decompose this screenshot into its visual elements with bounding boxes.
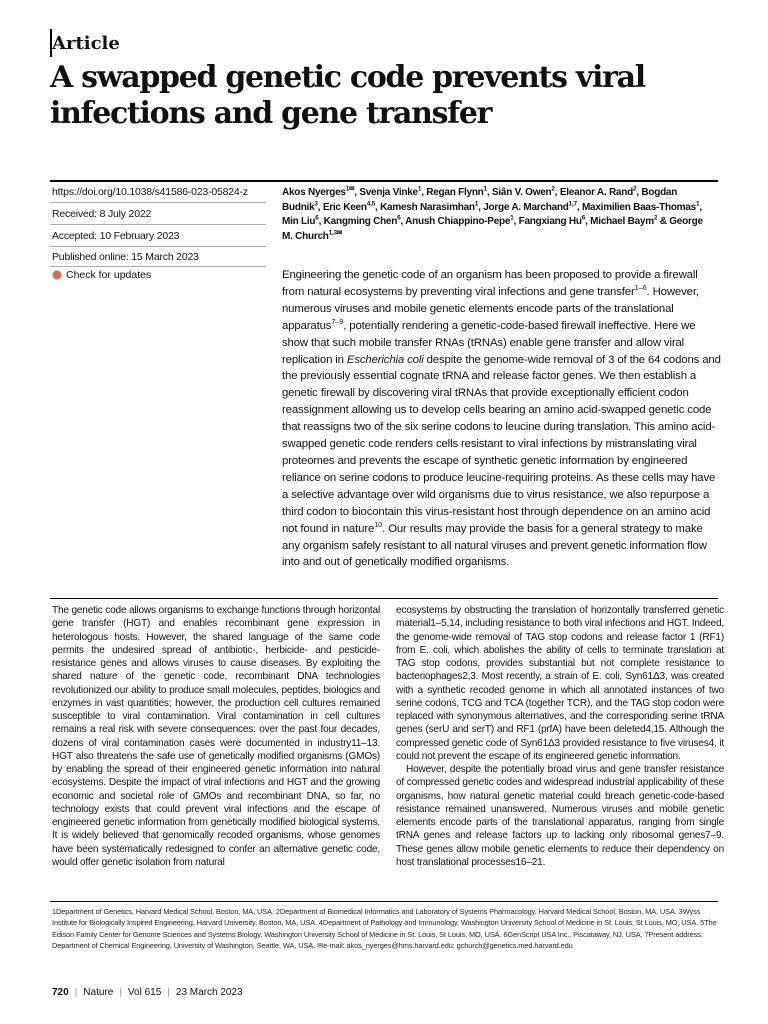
footnote-rule [50, 901, 718, 902]
meta-divider [50, 266, 266, 267]
affiliations: 1Department of Genetics, Harvard Medical School, Boston, MA, USA. 2Department of Biomedical Informatics and Laboratory of Systems Pharmacology, Harvard Medical School, Boston, MA, USA. 3Wyss Institute for Biologically Inspired Engineering, Harvard University, Boston, MA, USA. 4Department of Pathology and Immunology, Washington University School of Medicine in St. Louis, St Louis, MO, USA. 5The Edison Family Center for Genome Sciences and Systems Biology, Washington University School of Medicine in St. Louis, St Louis, MO, USA. 6GenScript USA Inc., Piscataway, NJ, USA. 7Present address: Department of Chemical Engineering, University of Washington, Seattle, WA, USA. ✉e-mail: akos_nyerges@hms.harvard.edu; gchurch@genetics.med.harvard.edu [52, 907, 717, 950]
article-type-label: Article [52, 33, 120, 54]
abstract-rendered: Engineering the genetic code of an organism has been proposed to provide a firewall from natural ecosystems by preventing viral infections and gene transfer$^{1-6}$. However, numerous viruses and mobile genetic elements encode parts of the translational apparatus$^{7-9}$, potentially rendering a genetic-code-based firewall ineffective. Here we show that such mobile transfer RNAs (tRNAs) enable gene transfer and allow viral replication in Escherichia coli despite the genome-wide removal of 3 of the 64 codons and the previously essential cognate tRNA and release factor genes. We then establish a genetic firewall by discovering viral tRNAs that provide exceptionally efficient codon reassignment allowing us to develop cells bearing an amino acid-swapped genetic code that reassigns two of the six serine codons to leucine during translation. This amino acid-swapped genetic code renders cells resistant to viral infections by mistranslating viral proteomes and prevents the escape of synthetic genetic information by engineered reliance on serine codons to produce leucine-requiring proteins. As these cells may have a selective advantage over wild organisms due to virus resistance, we also repurpose a third codon to biocontain this virus-resistant host through dependence on an amino acid not found in nature$^{10}$. Our results may provide the basis for a general strategy to make any organism safely resistant to all natural viruses and prevent genetic information flow into and out of genetically modified organisms. [282, 269, 721, 569]
received-date: Received: 8 July 2022 [52, 208, 152, 220]
footer-separator: | [167, 987, 170, 998]
article-title: A swapped genetic code prevents viral infections and gene transfer [50, 60, 645, 131]
check-updates-icon [52, 270, 62, 280]
published-date: Published online: 15 March 2023 [52, 251, 199, 263]
body-column-right [396, 604, 724, 869]
journal-name: Nature [83, 987, 114, 998]
author-list [282, 186, 712, 244]
page-footer [52, 987, 243, 998]
doi-link[interactable]: https://doi.org/10.1038/s41586-023-05824-z [52, 186, 248, 198]
meta-divider [50, 224, 266, 225]
meta-divider [50, 202, 266, 203]
footer-separator: | [74, 987, 78, 998]
body-paragraph: The genetic code allows organisms to exchange functions through horizontal gene transfer (HGT) and enables recombinant gene expression in heterologous hosts. However, the shared language of the same code permits the undesired spread of antibiotic-, herbicide- and pesticide-resistance genes and allows viruses to cause diseases. By exploiting the shared nature of the genetic code, recombinant DNA technologies revolutionized our ability to produce small molecules, peptides, biologics and enzymes in vast quantities; however, the production cell cultures remained susceptible to viral contamination. Viral contamination in cell cultures remains a real risk with severe consequences: over the past four decades, dozens of viral contamination cases were documented in industry11–13. HGT also threatens the safe use of genetically modified organisms (GMOs) by enabling the spread of their engineered genetic information into natural ecosystems. Despite the impact of viral infections and HGT and the growing economic and societal role of GMOs and recombinant DNA, so far, no technology exists that could prevent viral infections and the escape of engineered genetic information from genetically modified biological systems. It is widely believed that genomically recoded organisms, whose genomes have been systematically redesigned to confer an alternative genetic code, would offer genetic isolation from natural [52, 605, 380, 868]
meta-divider [50, 246, 266, 247]
body-paragraph: ecosystems by obstructing the translation of horizontally transferred genetic material1–5,14, including resistance to both viral infections and HGT. Indeed, the genome-wide removal of TAG stop codons and release factor 1 (RF1) from E. coli, which abolishes the ability of cells to terminate translation at TAG stop codons, provides substantial but not complete resistance to bacteriophages2,3. Most recently, a strain of E. coli, Syn61Δ3, was created with a synthetic recoded genome in which all annotated instances of two serine codons, TCG and TCA (together TCR), and the TAG stop codon were replaced with synonymous alternatives, and the corresponding serine tRNA genes (serU and serT) and RF1 (prfA) have been deleted4,15. Although the compressed genetic code of Syn61Δ3 provided resistance to five viruses4, it could not prevent the escape of its engineered genetic information. [396, 605, 724, 762]
check-for-updates-button[interactable] [52, 269, 151, 281]
abstract [282, 267, 722, 571]
page-number: 720 [52, 987, 69, 998]
body-column-left [52, 604, 380, 869]
accepted-date: Accepted: 10 February 2023 [52, 230, 180, 242]
title-rule [50, 180, 718, 182]
author-list-rendered: Akos Nyerges$^{1✉}$, Svenja Vinke$^1$, Regan Flynn$^1$, Siân V. Owen$^2$, Eleanor A. Rand$^2$, Bogdan Budnik$^3$, Eric Keen$^{4,5}$, Kamesh Narasimhan$^1$, Jorge A. Marchand$^{1,7}$, Maximilien Baas-Thomas$^1$, Min Liu$^6$, Kangming Chen$^6$, Anush Chiappino-Pepe$^1$, Fangxiang Hu$^6$, Michael Baym$^2$ & George M. Church$^{1,3✉}$ [282, 185, 703, 242]
issue-date: 23 March 2023 [175, 987, 243, 998]
volume: Vol 615 [127, 987, 162, 998]
body-rule [50, 598, 718, 599]
footer-separator: | [119, 987, 122, 998]
check-updates-label: Check for updates [66, 269, 152, 281]
body-paragraph: However, despite the potentially broad virus and gene transfer resistance of compressed genetic codes and widespread industrial applicability of these organisms, how natural genetic material could breach genetic-code-based resistance remained unanswered. Numerous viruses and mobile genetic elements encode parts of the translational apparatus, ranging from single tRNA genes and release factors up to lacking only ribosomal genes7–9. These genes allow mobile genetic elements to reduce their dependency on host translational processes16–21. [396, 764, 724, 868]
